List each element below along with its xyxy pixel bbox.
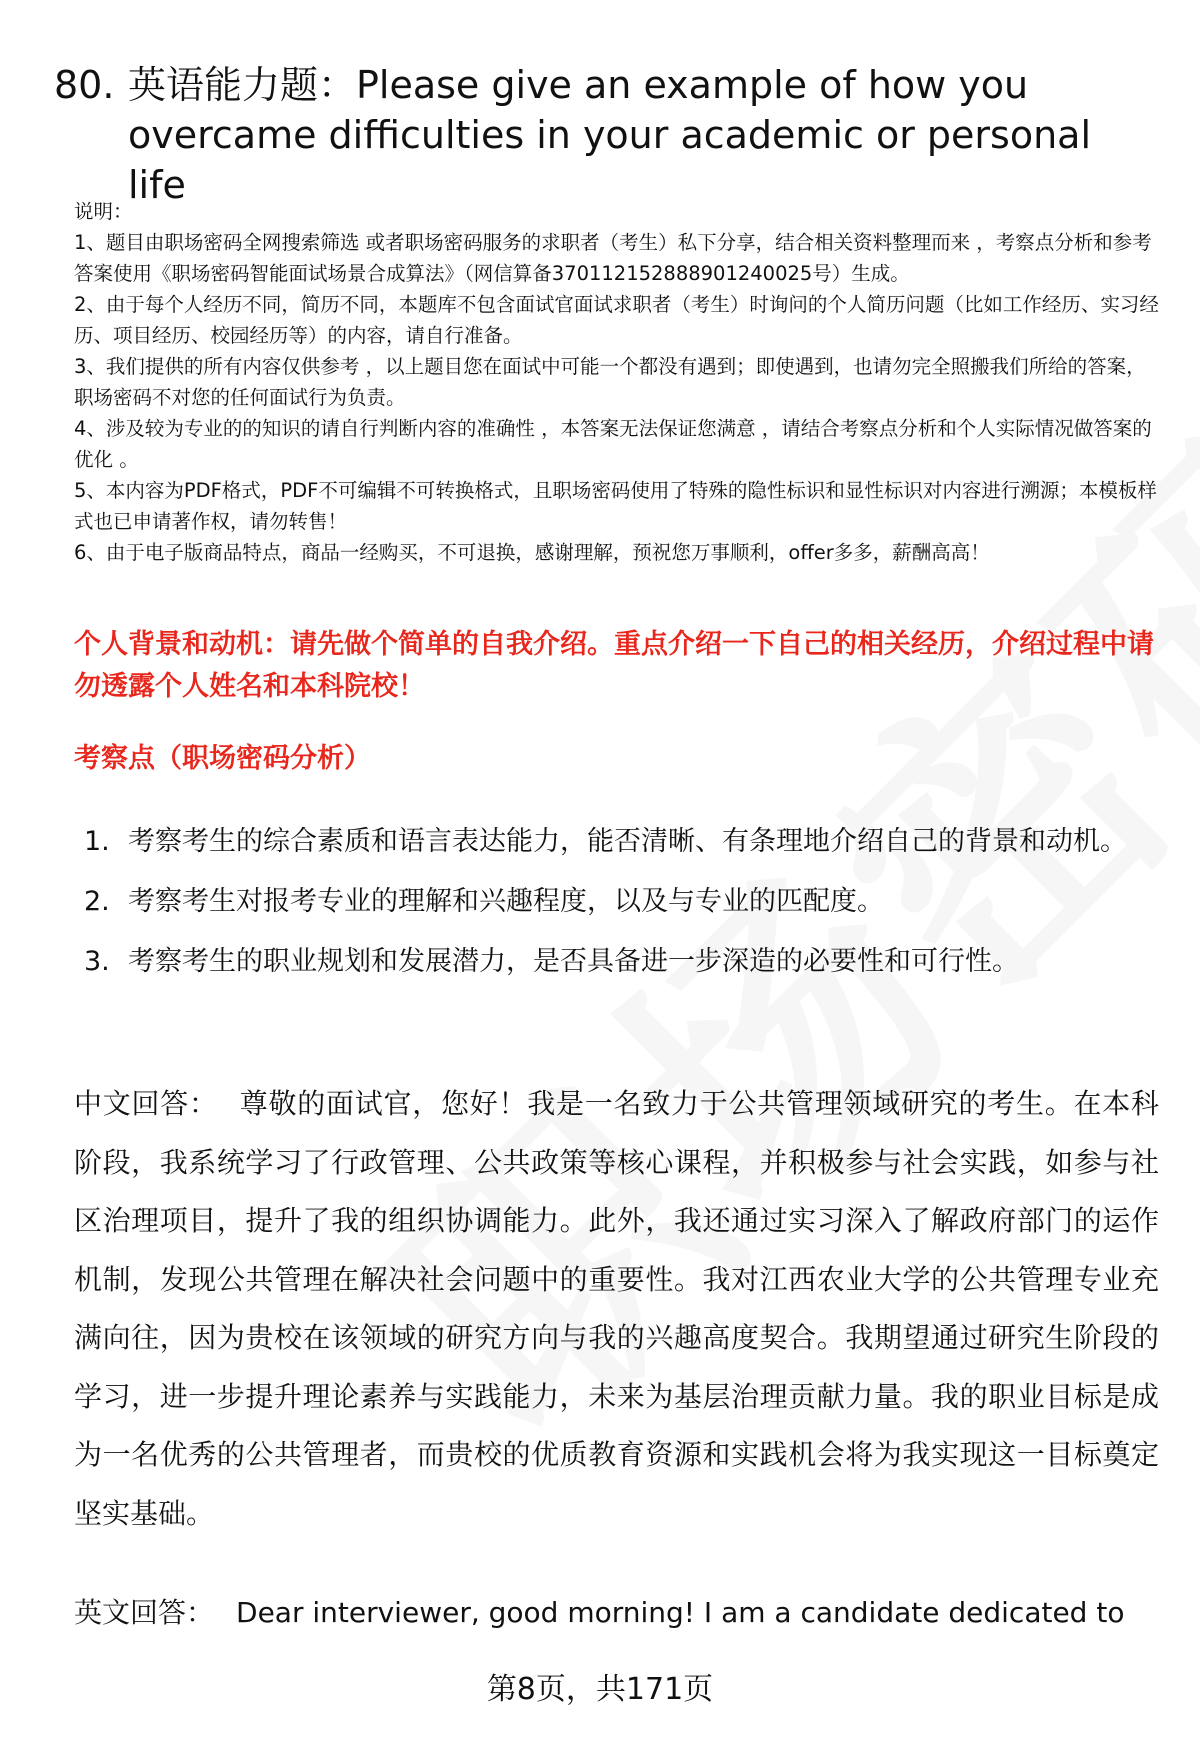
chinese-answer-text: 尊敬的面试官，您好！我是一名致力于公共管理领域研究的考生。在本科阶段，我系统学习了行政管理、公共政策等核心课程，并积极参与社会实践，如参与社区治理项目，提升了我的组织协调能力。此外，我还通过实习深入了解政府部门的运作机制，发现公共管理在解决社会问题中的重要性。我对江西农业大学的公共管理专业充满向往，因为贵校在该领域的研究方向与我的兴趣高度契合。我期望通过研究生阶段的学习，进一步提升理论素养与实践能力，未来为基层治理贡献力量。我的职业目标是成为一名优秀的公共管理者，而贵校的优质教育资源和实践机会将为我实现这一目标奠定坚实基础。 — [74, 1087, 1159, 1530]
notes-item: 3、我们提供的所有内容仅供参考 ，以上题目您在面试中可能一个都没有遇到；即使遇到，也请勿完全照搬我们所给的答案，职场密码不对您的任何面试行为负责。 — [74, 355, 1146, 409]
analysis-heading: 考察点（职场密码分析） — [74, 743, 371, 774]
english-answer — [74, 1584, 1159, 1643]
list-item-number: 3. — [84, 946, 110, 977]
english-answer-text: Dear interviewer, good morning! I am a candidate dedicated to — [236, 1596, 1125, 1629]
chinese-answer-label: 中文回答： — [74, 1087, 218, 1120]
list-item — [84, 932, 1159, 992]
notes-item: 6、由于电子版商品特点，商品一经购买，不可退换，感谢理解，预祝您万事顺利，offer多多，薪酬高高！ — [74, 541, 990, 564]
notes-item: 2、由于每个人经历不同，简历不同，本题库不包含面试官面试求职者（考生）时询问的个人简历问题（比如工作经历、实习经历、项目经历、校园经历等）的内容，请自行准备。 — [74, 293, 1159, 347]
english-answer-label: 英文回答： — [74, 1596, 215, 1629]
list-item — [84, 872, 1159, 932]
question-title — [54, 60, 1154, 210]
question-number: 80. — [54, 63, 115, 107]
notes-item: 5、本内容为PDF格式，PDF不可编辑不可转换格式，且职场密码使用了特殊的隐性标识和显性标识对内容进行溯源；本模板样式也已申请著作权，请勿转售！ — [74, 479, 1157, 533]
page-footer: 第8页，共171页 — [486, 1672, 714, 1707]
list-item-text: 考察考生的综合素质和语言表达能力，能否清晰、有条理地介绍自己的背景和动机。 — [128, 826, 1127, 857]
list-item-number: 1. — [84, 826, 110, 857]
list-item — [84, 812, 1159, 872]
chinese-answer — [74, 1075, 1159, 1543]
notes-item: 4、涉及较为专业的的知识的请自行判断内容的准确性 ，本答案无法保证您满意 ，请结合考察点分析和个人实际情况做答案的优化 。 — [74, 417, 1152, 471]
section-heading: 个人背景和动机：请先做个简单的自我介绍。重点介绍一下自己的相关经历，介绍过程中请勿透露个人姓名和本科院校！ — [74, 629, 1154, 702]
notes-heading: 说明： — [74, 200, 133, 223]
notes-item: 1、题目由职场密码全网搜索筛选 或者职场密码服务的求职者（考生）私下分享，结合相关资料整理而来 ，考察点分析和参考答案使用《职场密码智能面试场景合成算法》（网信算备370112152888901240025号）生成。 — [74, 231, 1152, 285]
notes-block — [74, 196, 1159, 568]
question-text: 英语能力题：Please give an example of how you overcame difficulties in your academic or personal life — [128, 63, 1092, 207]
list-item-text: 考察考生对报考专业的理解和兴趣程度，以及与专业的匹配度。 — [128, 886, 884, 917]
list-item-text: 考察考生的职业规划和发展潜力，是否具备进一步深造的必要性和可行性。 — [128, 946, 1019, 977]
list-item-number: 2. — [84, 886, 110, 917]
analysis-points-list — [84, 812, 1159, 992]
